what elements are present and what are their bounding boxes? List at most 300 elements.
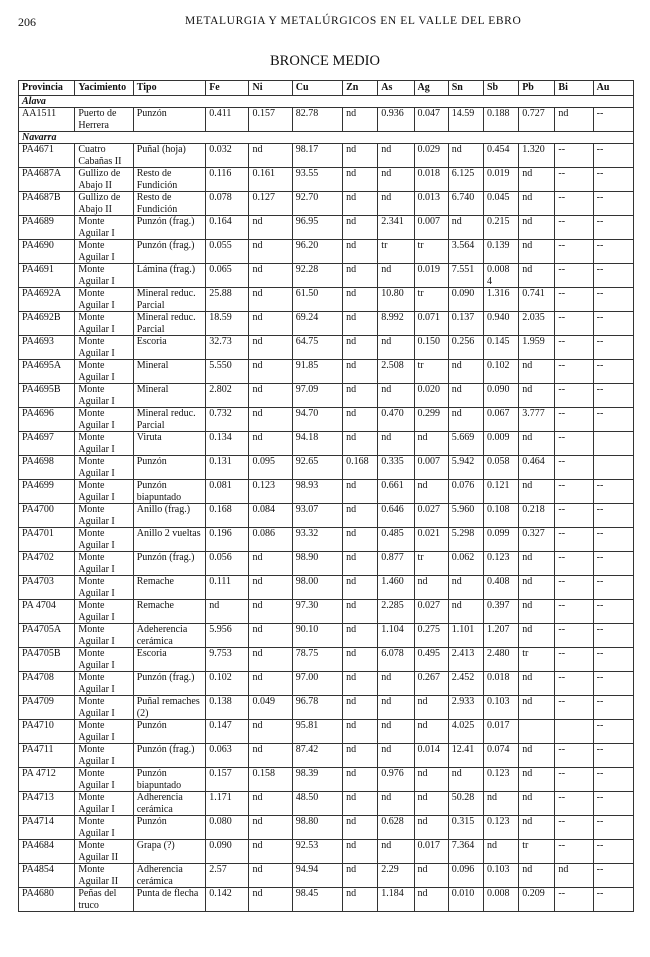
cell-provincia: PA4701 bbox=[19, 528, 75, 552]
cell-fe: 2.57 bbox=[206, 864, 249, 888]
cell-cu: 82.78 bbox=[292, 108, 342, 132]
table-row bbox=[19, 624, 634, 648]
cell-as: 0.936 bbox=[378, 108, 414, 132]
cell-tipo: Punzón (frag.) bbox=[133, 552, 205, 576]
cell-yacimiento: Monte Aguilar I bbox=[75, 288, 133, 312]
cell-as: nd bbox=[378, 672, 414, 696]
cell-as: nd bbox=[378, 264, 414, 288]
cell-au: -- bbox=[593, 408, 633, 432]
cell-sb: 0.090 bbox=[483, 384, 518, 408]
cell-au: -- bbox=[593, 480, 633, 504]
cell-fe: 0.102 bbox=[206, 672, 249, 696]
cell-cu: 96.20 bbox=[292, 240, 342, 264]
column-header-fe: Fe bbox=[206, 81, 249, 96]
cell-sn: 2.452 bbox=[448, 672, 483, 696]
cell-as: 0.976 bbox=[378, 768, 414, 792]
cell-yacimiento: Monte Aguilar I bbox=[75, 696, 133, 720]
cell-au: -- bbox=[593, 360, 633, 384]
cell-sn: 5.942 bbox=[448, 456, 483, 480]
cell-sb: 2.480 bbox=[483, 648, 518, 672]
cell-cu: 64.75 bbox=[292, 336, 342, 360]
cell-zn: nd bbox=[343, 108, 378, 132]
cell-sb: 0.454 bbox=[483, 144, 518, 168]
table-row bbox=[19, 888, 634, 912]
cell-zn: nd bbox=[343, 696, 378, 720]
cell-ni: nd bbox=[249, 792, 292, 816]
cell-yacimiento: Monte Aguilar I bbox=[75, 336, 133, 360]
cell-ni: 0.049 bbox=[249, 696, 292, 720]
cell-zn: nd bbox=[343, 312, 378, 336]
table-row bbox=[19, 108, 634, 132]
table-row bbox=[19, 600, 634, 624]
cell-as: 2.341 bbox=[378, 216, 414, 240]
cell-sb: 1.207 bbox=[483, 624, 518, 648]
group-row bbox=[19, 132, 634, 144]
cell-cu: 97.30 bbox=[292, 600, 342, 624]
cell-sb: 0.408 bbox=[483, 576, 518, 600]
cell-ag: 0.019 bbox=[414, 264, 448, 288]
cell-yacimiento: Monte Aguilar I bbox=[75, 648, 133, 672]
cell-ag: 0.150 bbox=[414, 336, 448, 360]
cell-tipo: Punzón (frag.) bbox=[133, 216, 205, 240]
cell-au: -- bbox=[593, 864, 633, 888]
cell-tipo: Resto de Fundición bbox=[133, 168, 205, 192]
cell-pb: 0.327 bbox=[519, 528, 555, 552]
cell-ni: nd bbox=[249, 624, 292, 648]
cell-yacimiento: Monte Aguilar I bbox=[75, 480, 133, 504]
cell-pb: nd bbox=[519, 168, 555, 192]
cell-ni: nd bbox=[249, 744, 292, 768]
cell-provincia: PA4700 bbox=[19, 504, 75, 528]
cell-as: tr bbox=[378, 240, 414, 264]
cell-pb: nd bbox=[519, 192, 555, 216]
cell-zn: nd bbox=[343, 336, 378, 360]
cell-ag: 0.275 bbox=[414, 624, 448, 648]
cell-bi: -- bbox=[555, 624, 593, 648]
cell-cu: 48.50 bbox=[292, 792, 342, 816]
table-row bbox=[19, 240, 634, 264]
cell-sn: 7.551 bbox=[448, 264, 483, 288]
cell-sn: nd bbox=[448, 600, 483, 624]
cell-as: nd bbox=[378, 696, 414, 720]
cell-ni: nd bbox=[249, 336, 292, 360]
cell-pb: nd bbox=[519, 816, 555, 840]
group-label: Alava bbox=[19, 96, 634, 108]
cell-yacimiento: Monte Aguilar I bbox=[75, 552, 133, 576]
cell-sn: 5.298 bbox=[448, 528, 483, 552]
cell-pb bbox=[519, 720, 555, 744]
cell-bi: -- bbox=[555, 336, 593, 360]
cell-as: nd bbox=[378, 432, 414, 456]
table-row bbox=[19, 576, 634, 600]
cell-bi: -- bbox=[555, 312, 593, 336]
cell-pb: 3.777 bbox=[519, 408, 555, 432]
cell-zn: nd bbox=[343, 552, 378, 576]
cell-yacimiento: Monte Aguilar I bbox=[75, 264, 133, 288]
cell-pb: nd bbox=[519, 792, 555, 816]
cell-au: -- bbox=[593, 792, 633, 816]
cell-ni: 0.158 bbox=[249, 768, 292, 792]
cell-sb: 0.145 bbox=[483, 336, 518, 360]
cell-tipo: Mineral bbox=[133, 360, 205, 384]
cell-tipo: Lámina (frag.) bbox=[133, 264, 205, 288]
table-row bbox=[19, 192, 634, 216]
cell-au: -- bbox=[593, 504, 633, 528]
cell-sn: 6.740 bbox=[448, 192, 483, 216]
cell-cu: 78.75 bbox=[292, 648, 342, 672]
cell-ni: nd bbox=[249, 600, 292, 624]
table-row bbox=[19, 768, 634, 792]
table-row bbox=[19, 840, 634, 864]
cell-provincia: PA 4704 bbox=[19, 600, 75, 624]
cell-as: 0.661 bbox=[378, 480, 414, 504]
cell-as: 2.508 bbox=[378, 360, 414, 384]
cell-provincia: PA4680 bbox=[19, 888, 75, 912]
table-row bbox=[19, 792, 634, 816]
cell-au: -- bbox=[593, 696, 633, 720]
column-header-bi: Bi bbox=[555, 81, 593, 96]
cell-zn: nd bbox=[343, 648, 378, 672]
cell-fe: 0.134 bbox=[206, 432, 249, 456]
table-row bbox=[19, 384, 634, 408]
cell-ag: 0.299 bbox=[414, 408, 448, 432]
cell-bi: -- bbox=[555, 432, 593, 456]
cell-as: nd bbox=[378, 792, 414, 816]
cell-cu: 96.78 bbox=[292, 696, 342, 720]
cell-ag: 0.014 bbox=[414, 744, 448, 768]
cell-cu: 92.28 bbox=[292, 264, 342, 288]
cell-yacimiento: Monte Aguilar I bbox=[75, 504, 133, 528]
cell-provincia: PA4692B bbox=[19, 312, 75, 336]
cell-as: 0.646 bbox=[378, 504, 414, 528]
cell-fe: 0.168 bbox=[206, 504, 249, 528]
cell-fe: 0.116 bbox=[206, 168, 249, 192]
cell-fe: 0.411 bbox=[206, 108, 249, 132]
cell-sb: 0.397 bbox=[483, 600, 518, 624]
cell-ni: nd bbox=[249, 384, 292, 408]
cell-sn: nd bbox=[448, 576, 483, 600]
cell-bi: -- bbox=[555, 744, 593, 768]
cell-pb: nd bbox=[519, 240, 555, 264]
cell-tipo: Punzón biapuntado bbox=[133, 480, 205, 504]
cell-ni: 0.086 bbox=[249, 528, 292, 552]
cell-au: -- bbox=[593, 384, 633, 408]
cell-provincia: PA4690 bbox=[19, 240, 75, 264]
column-header-sb: Sb bbox=[483, 81, 518, 96]
cell-tipo: Adherencia cerámica bbox=[133, 864, 205, 888]
cell-fe: 9.753 bbox=[206, 648, 249, 672]
cell-cu: 93.32 bbox=[292, 528, 342, 552]
cell-pb: 0.209 bbox=[519, 888, 555, 912]
cell-fe: 0.142 bbox=[206, 888, 249, 912]
cell-au: -- bbox=[593, 648, 633, 672]
cell-cu: 98.80 bbox=[292, 816, 342, 840]
cell-sn: nd bbox=[448, 408, 483, 432]
cell-ni: 0.157 bbox=[249, 108, 292, 132]
cell-provincia: PA4705B bbox=[19, 648, 75, 672]
cell-tipo: Remache bbox=[133, 576, 205, 600]
cell-sb: 0.188 bbox=[483, 108, 518, 132]
cell-sn: 7.364 bbox=[448, 840, 483, 864]
cell-yacimiento: Monte Aguilar I bbox=[75, 792, 133, 816]
cell-yacimiento: Monte Aguilar I bbox=[75, 744, 133, 768]
cell-au: -- bbox=[593, 600, 633, 624]
cell-tipo: Anillo (frag.) bbox=[133, 504, 205, 528]
cell-ag: nd bbox=[414, 816, 448, 840]
cell-ni: nd bbox=[249, 264, 292, 288]
cell-ag: 0.029 bbox=[414, 144, 448, 168]
cell-ni: nd bbox=[249, 840, 292, 864]
cell-bi: -- bbox=[555, 192, 593, 216]
cell-provincia: PA4709 bbox=[19, 696, 75, 720]
cell-fe: 0.063 bbox=[206, 744, 249, 768]
cell-provincia: PA4702 bbox=[19, 552, 75, 576]
cell-pb: nd bbox=[519, 672, 555, 696]
cell-pb: 0.727 bbox=[519, 108, 555, 132]
cell-as: 10.80 bbox=[378, 288, 414, 312]
cell-zn: nd bbox=[343, 288, 378, 312]
cell-pb: nd bbox=[519, 576, 555, 600]
cell-bi: -- bbox=[555, 696, 593, 720]
cell-tipo: Puñal (hoja) bbox=[133, 144, 205, 168]
cell-bi: nd bbox=[555, 108, 593, 132]
table-row bbox=[19, 288, 634, 312]
cell-fe: 5.956 bbox=[206, 624, 249, 648]
column-header-ni: Ni bbox=[249, 81, 292, 96]
cell-sn: 2.933 bbox=[448, 696, 483, 720]
cell-cu: 92.53 bbox=[292, 840, 342, 864]
cell-sb: 0.074 bbox=[483, 744, 518, 768]
cell-provincia: PA4854 bbox=[19, 864, 75, 888]
cell-sb: 0.139 bbox=[483, 240, 518, 264]
cell-sn: nd bbox=[448, 216, 483, 240]
cell-cu: 94.18 bbox=[292, 432, 342, 456]
table-body bbox=[19, 96, 634, 912]
cell-au: -- bbox=[593, 168, 633, 192]
table-row bbox=[19, 456, 634, 480]
cell-fe: 0.055 bbox=[206, 240, 249, 264]
table-row bbox=[19, 360, 634, 384]
cell-pb: nd bbox=[519, 744, 555, 768]
cell-as: nd bbox=[378, 384, 414, 408]
cell-zn: 0.168 bbox=[343, 456, 378, 480]
cell-bi: -- bbox=[555, 816, 593, 840]
cell-zn: nd bbox=[343, 864, 378, 888]
cell-ni: 0.161 bbox=[249, 168, 292, 192]
cell-pb: 0.464 bbox=[519, 456, 555, 480]
cell-bi: -- bbox=[555, 648, 593, 672]
cell-zn: nd bbox=[343, 264, 378, 288]
cell-sb: 0.067 bbox=[483, 408, 518, 432]
cell-sb: 0.103 bbox=[483, 696, 518, 720]
cell-as: 2.285 bbox=[378, 600, 414, 624]
cell-bi: -- bbox=[555, 888, 593, 912]
cell-ag: tr bbox=[414, 552, 448, 576]
cell-cu: 98.45 bbox=[292, 888, 342, 912]
cell-ag: nd bbox=[414, 720, 448, 744]
cell-bi: -- bbox=[555, 504, 593, 528]
table-row bbox=[19, 216, 634, 240]
cell-cu: 95.81 bbox=[292, 720, 342, 744]
cell-sn: 0.090 bbox=[448, 288, 483, 312]
cell-ni: nd bbox=[249, 552, 292, 576]
cell-zn: nd bbox=[343, 504, 378, 528]
cell-yacimiento: Monte Aguilar II bbox=[75, 864, 133, 888]
cell-tipo: Punzón bbox=[133, 456, 205, 480]
cell-fe: 0.164 bbox=[206, 216, 249, 240]
cell-yacimiento: Monte Aguilar I bbox=[75, 432, 133, 456]
cell-fe: 0.138 bbox=[206, 696, 249, 720]
column-header-zn: Zn bbox=[343, 81, 378, 96]
table-row bbox=[19, 336, 634, 360]
cell-provincia: PA4695B bbox=[19, 384, 75, 408]
cell-ag: nd bbox=[414, 696, 448, 720]
cell-as: 0.470 bbox=[378, 408, 414, 432]
cell-ni: nd bbox=[249, 240, 292, 264]
cell-zn: nd bbox=[343, 528, 378, 552]
cell-as: 0.877 bbox=[378, 552, 414, 576]
column-header-cu: Cu bbox=[292, 81, 342, 96]
cell-pb: nd bbox=[519, 384, 555, 408]
group-label: Navarra bbox=[19, 132, 634, 144]
cell-provincia: PA4713 bbox=[19, 792, 75, 816]
cell-sn: nd bbox=[448, 768, 483, 792]
cell-zn: nd bbox=[343, 216, 378, 240]
cell-pb: tr bbox=[519, 648, 555, 672]
group-row bbox=[19, 96, 634, 108]
cell-ag: nd bbox=[414, 480, 448, 504]
cell-tipo: Punzón biapuntado bbox=[133, 768, 205, 792]
cell-tipo: Grapa (?) bbox=[133, 840, 205, 864]
cell-cu: 93.07 bbox=[292, 504, 342, 528]
cell-yacimiento: Monte Aguilar I bbox=[75, 360, 133, 384]
cell-tipo: Remache bbox=[133, 600, 205, 624]
cell-provincia: PA4699 bbox=[19, 480, 75, 504]
cell-provincia: PA4692A bbox=[19, 288, 75, 312]
cell-bi: -- bbox=[555, 216, 593, 240]
cell-ag: nd bbox=[414, 576, 448, 600]
cell-fe: 0.090 bbox=[206, 840, 249, 864]
cell-pb: 2.035 bbox=[519, 312, 555, 336]
cell-ag: nd bbox=[414, 864, 448, 888]
cell-sn: 0.096 bbox=[448, 864, 483, 888]
cell-fe: 0.157 bbox=[206, 768, 249, 792]
cell-tipo: Punzón (frag.) bbox=[133, 672, 205, 696]
cell-yacimiento: Monte Aguilar I bbox=[75, 600, 133, 624]
cell-cu: 98.39 bbox=[292, 768, 342, 792]
cell-bi: -- bbox=[555, 792, 593, 816]
table-row bbox=[19, 408, 634, 432]
cell-tipo: Mineral reduc. Parcial bbox=[133, 408, 205, 432]
cell-au: -- bbox=[593, 744, 633, 768]
cell-au: -- bbox=[593, 888, 633, 912]
cell-as: 0.335 bbox=[378, 456, 414, 480]
cell-cu: 94.70 bbox=[292, 408, 342, 432]
cell-pb: nd bbox=[519, 264, 555, 288]
cell-pb: nd bbox=[519, 480, 555, 504]
table-row bbox=[19, 504, 634, 528]
column-header-pb: Pb bbox=[519, 81, 555, 96]
cell-sn: 0.315 bbox=[448, 816, 483, 840]
table-row bbox=[19, 552, 634, 576]
cell-bi: -- bbox=[555, 408, 593, 432]
cell-cu: 91.85 bbox=[292, 360, 342, 384]
cell-pb: nd bbox=[519, 864, 555, 888]
cell-provincia: PA4714 bbox=[19, 816, 75, 840]
cell-fe: 0.732 bbox=[206, 408, 249, 432]
cell-yacimiento: Monte Aguilar I bbox=[75, 240, 133, 264]
cell-au: -- bbox=[593, 240, 633, 264]
cell-yacimiento: Monte Aguilar I bbox=[75, 528, 133, 552]
cell-sb: 0.108 bbox=[483, 504, 518, 528]
cell-cu: 98.00 bbox=[292, 576, 342, 600]
cell-cu: 87.42 bbox=[292, 744, 342, 768]
cell-fe: nd bbox=[206, 600, 249, 624]
cell-cu: 97.09 bbox=[292, 384, 342, 408]
cell-zn: nd bbox=[343, 240, 378, 264]
cell-au bbox=[593, 432, 633, 456]
table-row bbox=[19, 168, 634, 192]
cell-au: -- bbox=[593, 840, 633, 864]
cell-bi: -- bbox=[555, 672, 593, 696]
cell-ag: 0.020 bbox=[414, 384, 448, 408]
cell-ni: nd bbox=[249, 432, 292, 456]
cell-zn: nd bbox=[343, 600, 378, 624]
cell-yacimiento: Gullizo de Abajo II bbox=[75, 168, 133, 192]
cell-au: -- bbox=[593, 624, 633, 648]
cell-tipo: Adherencia cerámica bbox=[133, 792, 205, 816]
cell-ag: 0.007 bbox=[414, 456, 448, 480]
cell-sb: 1.316 bbox=[483, 288, 518, 312]
column-header-tipo: Tipo bbox=[133, 81, 205, 96]
cell-as: nd bbox=[378, 336, 414, 360]
cell-yacimiento: Monte Aguilar I bbox=[75, 456, 133, 480]
cell-sb: 0.008 4 bbox=[483, 264, 518, 288]
cell-fe: 18.59 bbox=[206, 312, 249, 336]
cell-pb: nd bbox=[519, 624, 555, 648]
cell-pb: 1.320 bbox=[519, 144, 555, 168]
cell-tipo: Puñal remaches (2) bbox=[133, 696, 205, 720]
cell-ag: 0.018 bbox=[414, 168, 448, 192]
cell-sb: 0.018 bbox=[483, 672, 518, 696]
cell-provincia: PA4695A bbox=[19, 360, 75, 384]
cell-zn: nd bbox=[343, 408, 378, 432]
cell-ag: tr bbox=[414, 360, 448, 384]
cell-cu: 96.95 bbox=[292, 216, 342, 240]
cell-zn: nd bbox=[343, 744, 378, 768]
cell-pb: 1.959 bbox=[519, 336, 555, 360]
cell-cu: 98.93 bbox=[292, 480, 342, 504]
cell-ni: nd bbox=[249, 144, 292, 168]
cell-sb: nd bbox=[483, 840, 518, 864]
column-header-as: As bbox=[378, 81, 414, 96]
cell-fe: 0.196 bbox=[206, 528, 249, 552]
cell-as: 6.078 bbox=[378, 648, 414, 672]
cell-bi: -- bbox=[555, 144, 593, 168]
cell-ni: 0.127 bbox=[249, 192, 292, 216]
column-header-au: Au bbox=[593, 81, 633, 96]
table-row bbox=[19, 432, 634, 456]
cell-yacimiento: Monte Aguilar I bbox=[75, 312, 133, 336]
cell-bi: -- bbox=[555, 264, 593, 288]
cell-ag: 0.071 bbox=[414, 312, 448, 336]
table-row bbox=[19, 672, 634, 696]
cell-provincia: PA4671 bbox=[19, 144, 75, 168]
cell-au: -- bbox=[593, 264, 633, 288]
cell-zn: nd bbox=[343, 840, 378, 864]
cell-provincia: PA4684 bbox=[19, 840, 75, 864]
cell-sn: 3.564 bbox=[448, 240, 483, 264]
